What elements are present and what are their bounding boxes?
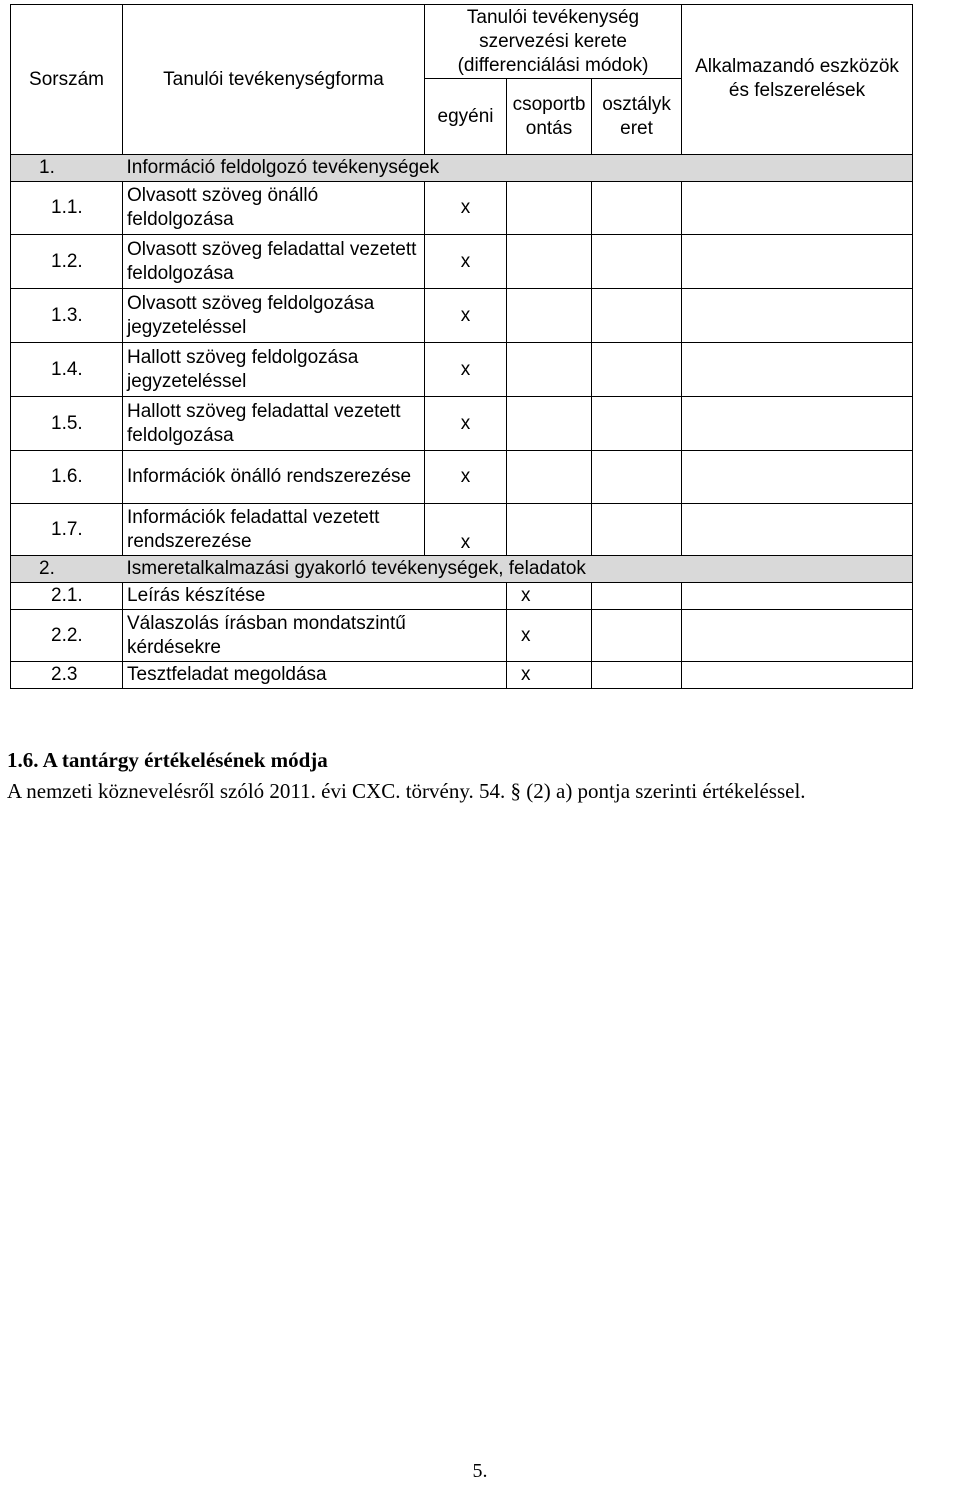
- row-number: 1.1.: [11, 182, 123, 235]
- table-row: [11, 610, 913, 662]
- row-activity: Olvasott szöveg feldolgozása jegyzeteléssel: [123, 289, 425, 343]
- row-individual-mark: x: [507, 583, 592, 610]
- row-number: 1.3.: [11, 289, 123, 343]
- row-activity: Leírás készítése: [123, 583, 507, 610]
- row-activity: Tesztfeladat megoldása: [123, 662, 507, 689]
- row-activity: Információk feladattal vezetett rendszerezése: [123, 504, 425, 556]
- header-individual: egyéni: [425, 79, 507, 155]
- row-individual-mark: x: [425, 289, 507, 343]
- table-row: [11, 583, 913, 610]
- row-individual-mark: x: [425, 235, 507, 289]
- header-tools: Alkalmazandó eszközök és felszerelések: [682, 5, 913, 155]
- section-1-title: Információ feldolgozó tevékenységek: [123, 155, 913, 182]
- row-activity: Olvasott szöveg önálló feldolgozása: [123, 182, 425, 235]
- row-activity: Hallott szöveg feladattal vezetett feldolgozása: [123, 397, 425, 451]
- section-1-row: [11, 155, 913, 182]
- table-row: [11, 451, 913, 504]
- row-activity: Válaszolás írásban mondatszintű kérdésekre: [123, 610, 507, 662]
- row-individual-mark: x: [425, 451, 507, 504]
- header-class: osztályk eret: [592, 79, 682, 155]
- table-row: [11, 397, 913, 451]
- row-activity: Hallott szöveg feldolgozása jegyzeteléssel: [123, 343, 425, 397]
- row-number: 1.5.: [11, 397, 123, 451]
- row-number: 1.2.: [11, 235, 123, 289]
- table-row: [11, 504, 913, 556]
- row-individual-mark: x: [507, 662, 592, 689]
- table-row: [11, 235, 913, 289]
- section-2-row: [11, 556, 913, 583]
- row-number: 2.2.: [11, 610, 123, 662]
- header-activity-form: Tanulói tevékenységforma: [123, 5, 425, 155]
- header-group: csoportbontás: [507, 79, 592, 155]
- row-number: 1.6.: [11, 451, 123, 504]
- table-row: [11, 662, 913, 689]
- row-number: 2.1.: [11, 583, 123, 610]
- row-individual-mark: x: [507, 610, 592, 662]
- assessment-heading: 1.6. A tantárgy értékelésének módja: [7, 748, 328, 772]
- table-row: [11, 182, 913, 235]
- header-sorszam: Sorszám: [11, 5, 123, 155]
- row-number: 1.4.: [11, 343, 123, 397]
- row-individual-mark: x: [425, 343, 507, 397]
- row-individual-mark: x: [425, 182, 507, 235]
- section-2-number: 2.: [11, 556, 123, 583]
- row-number: 1.7.: [11, 504, 123, 556]
- row-individual-mark: x: [425, 504, 507, 556]
- row-number: 2.3: [11, 662, 123, 689]
- page-number: 5.: [472, 1460, 488, 1482]
- row-individual-mark: x: [425, 397, 507, 451]
- assessment-text: A nemzeti köznevelésről szóló 2011. évi CXC. törvény. 54. § (2) a) pontja szerinti értékeléssel.: [7, 779, 806, 803]
- activity-table: [10, 4, 913, 689]
- row-activity: Olvasott szöveg feladattal vezetett feldolgozása: [123, 235, 425, 289]
- header-organization-frame: Tanulói tevékenység szervezési kerete (differenciálási módok): [425, 5, 682, 79]
- row-activity: Információk önálló rendszerezése: [123, 451, 425, 504]
- table-row: [11, 343, 913, 397]
- section-1-number: 1.: [11, 155, 123, 182]
- section-2-title: Ismeretalkalmazási gyakorló tevékenységek, feladatok: [123, 556, 913, 583]
- table-row: [11, 289, 913, 343]
